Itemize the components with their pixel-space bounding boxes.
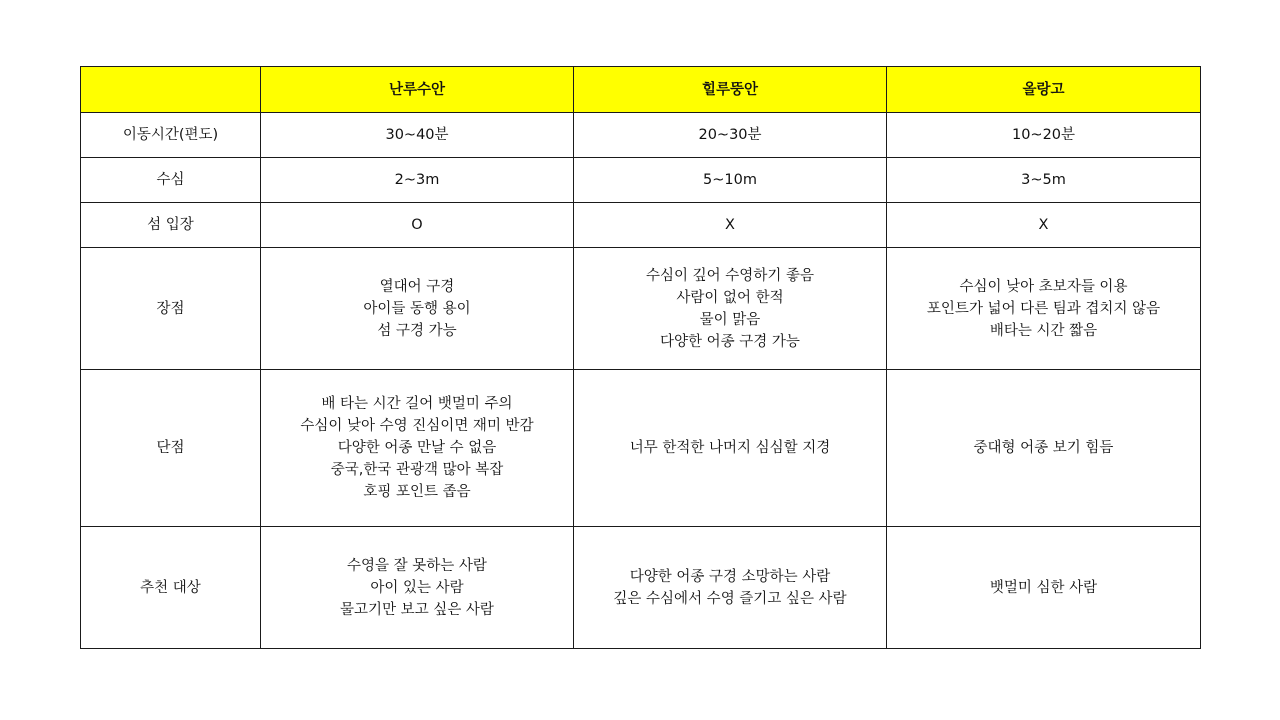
- cell-pros-olango: 수심이 낮아 초보자들 이용 포인트가 넓어 다른 팀과 겹치지 않음 배타는 시간 짧음: [887, 248, 1201, 370]
- cell-island-entry-olango: X: [887, 203, 1201, 248]
- cell-pros-nalusuan: 열대어 구경 아이들 동행 용이 섬 구경 가능: [261, 248, 574, 370]
- row-label-depth: 수심: [81, 158, 261, 203]
- table-row-pros: [81, 248, 1201, 370]
- row-label-recommended: 추천 대상: [81, 527, 261, 649]
- cell-depth-hilutungan: 5~10m: [574, 158, 887, 203]
- row-label-cons: 단점: [81, 370, 261, 527]
- cell-travel-time-olango: 10~20분: [887, 113, 1201, 158]
- row-label-pros: 장점: [81, 248, 261, 370]
- comparison-table: [80, 66, 1201, 649]
- header-nalusuan: 난루수안: [261, 67, 574, 113]
- header-corner-cell: [81, 67, 261, 113]
- table-row-island-entry: [81, 203, 1201, 248]
- cell-cons-olango: 중대형 어종 보기 힘듬: [887, 370, 1201, 527]
- header-olango: 올랑고: [887, 67, 1201, 113]
- cell-cons-nalusuan: 배 타는 시간 길어 뱃멀미 주의 수심이 낮아 수영 진심이면 재미 반감 다양한 어종 만날 수 없음 중국,한국 관광객 많아 복잡 호핑 포인트 좁음: [261, 370, 574, 527]
- cell-cons-hilutungan: 너무 한적한 나머지 심심할 지경: [574, 370, 887, 527]
- table-row-cons: [81, 370, 1201, 527]
- row-label-island-entry: 섬 입장: [81, 203, 261, 248]
- cell-recommended-hilutungan: 다양한 어종 구경 소망하는 사람 깊은 수심에서 수영 즐기고 싶은 사람: [574, 527, 887, 649]
- table-row-recommended: [81, 527, 1201, 649]
- row-label-travel-time: 이동시간(편도): [81, 113, 261, 158]
- table-row-travel-time: [81, 113, 1201, 158]
- cell-recommended-olango: 뱃멀미 심한 사람: [887, 527, 1201, 649]
- header-hilutungan: 힐루뚱안: [574, 67, 887, 113]
- cell-island-entry-nalusuan: O: [261, 203, 574, 248]
- cell-island-entry-hilutungan: X: [574, 203, 887, 248]
- cell-depth-olango: 3~5m: [887, 158, 1201, 203]
- cell-recommended-nalusuan: 수영을 잘 못하는 사람 아이 있는 사람 물고기만 보고 싶은 사람: [261, 527, 574, 649]
- cell-travel-time-hilutungan: 20~30분: [574, 113, 887, 158]
- cell-pros-hilutungan: 수심이 깊어 수영하기 좋음 사람이 없어 한적 물이 맑음 다양한 어종 구경 가능: [574, 248, 887, 370]
- cell-travel-time-nalusuan: 30~40분: [261, 113, 574, 158]
- table-row-depth: [81, 158, 1201, 203]
- cell-depth-nalusuan: 2~3m: [261, 158, 574, 203]
- header-row: [81, 67, 1201, 113]
